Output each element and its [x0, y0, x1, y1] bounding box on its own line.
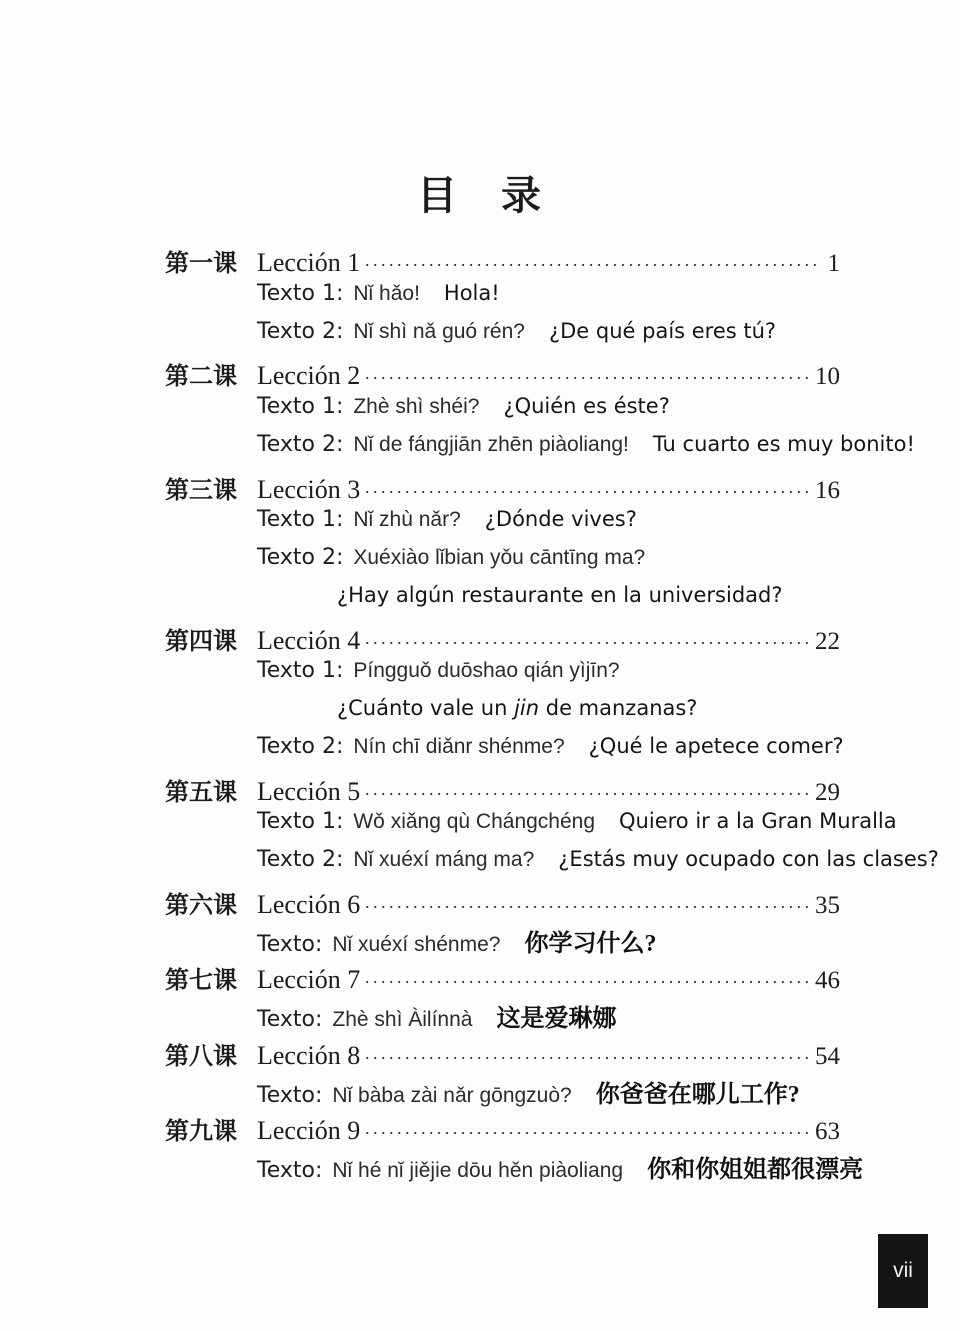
lesson-title: Lección 7 [257, 965, 361, 995]
texto-label: Texto 2: [257, 733, 344, 759]
lesson-number-chinese: 第八课 [165, 1043, 237, 1070]
pinyin-text: Zhè shì Àilínnà [332, 1008, 473, 1031]
page-number: 29 [815, 778, 840, 806]
lesson-title: Lección 3 [257, 474, 361, 504]
toc-lesson-row [165, 356, 840, 394]
toc-lesson-row [165, 960, 840, 998]
pinyin-text: Nǐ zhù nǎr? [353, 508, 461, 532]
texto-label: Texto 1: [257, 658, 344, 684]
pinyin-text: Nǐ xuéxí shénme? [332, 932, 501, 956]
pinyin-text: Píngguǒ duōshao qián yìjīn? [353, 659, 620, 683]
lesson-title: Lección 2 [257, 361, 361, 391]
dot-leader [364, 368, 809, 389]
page-number: 10 [815, 363, 840, 391]
lesson-title: Lección 8 [257, 1040, 361, 1070]
translation-spanish: ¿Dónde vives? [484, 507, 637, 532]
lesson-number-chinese: 第四课 [165, 628, 237, 655]
toc-text-row [165, 847, 939, 885]
texto-label: Texto 2: [257, 847, 344, 872]
translation-spanish: ¿Hay algún restaurante en la universidad? [337, 582, 783, 607]
dot-leader [364, 972, 809, 993]
lesson-number-chinese: 第三课 [165, 477, 237, 504]
translation-spanish: Quiero ir a la Gran Muralla [619, 809, 897, 834]
dot-leader [364, 897, 809, 918]
page-number: 46 [815, 967, 840, 995]
translation-chinese: 你爸爸在哪儿工作? [595, 1081, 800, 1108]
pinyin-text: Nín chī diǎnr shénme? [353, 734, 565, 758]
lesson-number-chinese: 第七课 [165, 968, 237, 995]
toc-lesson-row [165, 243, 840, 281]
toc-text-row [165, 1074, 840, 1112]
page-number: 54 [815, 1042, 840, 1070]
dot-leader [364, 1123, 809, 1144]
translation-chinese: 你和你姐姐都很漂亮 [647, 1157, 864, 1183]
toc-text-row [165, 431, 915, 470]
lesson-title: Lección 5 [257, 776, 361, 806]
toc-text-row [165, 1149, 864, 1187]
lesson-title: Lección 4 [257, 625, 361, 655]
translation-spanish: Hola! [443, 280, 500, 305]
pinyin-text: Nǐ hǎo! [353, 281, 420, 305]
texto-label: Texto 2: [257, 431, 344, 457]
pinyin-text: Nǐ hé nǐ jiějie dōu hěn piàoliang [332, 1159, 624, 1182]
toc-text-row [165, 809, 897, 847]
page-number: 16 [815, 476, 840, 504]
toc-lesson-row [165, 1111, 840, 1149]
page-number: 22 [815, 627, 840, 655]
texto-label: Texto 1: [257, 507, 344, 533]
toc-lesson-row [165, 621, 840, 659]
texto-label: Texto 2: [257, 318, 344, 344]
toc-lesson-row [165, 772, 840, 810]
texto-label: Texto 2: [257, 545, 344, 570]
texto-label: Texto: [257, 1007, 323, 1032]
lesson-title: Lección 9 [257, 1116, 361, 1146]
lesson-title: Lección 1 [257, 248, 361, 277]
texto-label: Texto 1: [257, 809, 344, 835]
toc-text-row [165, 923, 840, 961]
toc-lesson-row [165, 885, 840, 923]
toc-continuation-row [165, 583, 840, 621]
lesson-title: Lección 6 [257, 889, 361, 919]
texto-label: Texto: [257, 1158, 323, 1183]
dot-leader [364, 482, 809, 503]
dot-leader [364, 255, 821, 276]
toc-text-row [165, 394, 840, 432]
toc-lesson-row [165, 1036, 840, 1074]
table-of-contents [165, 243, 939, 1187]
page-folio-box [878, 1234, 928, 1308]
translation-spanish: ¿Quién es éste? [503, 394, 670, 418]
lesson-number-chinese: 第一课 [165, 251, 237, 277]
lesson-number-chinese: 第九课 [165, 1119, 237, 1146]
toc-text-row [165, 658, 840, 696]
lesson-number-chinese: 第二课 [165, 364, 237, 391]
texto-label: Texto: [257, 931, 323, 957]
toc-text-row [165, 281, 840, 319]
page-number: 63 [815, 1118, 840, 1146]
pinyin-text: Nǐ de fángjiān zhēn piàoliang! [353, 432, 629, 456]
texto-label: Texto 1: [257, 394, 344, 419]
toc-text-row [165, 545, 840, 583]
page-number: 35 [815, 891, 840, 919]
translation-spanish: Tu cuarto es muy bonito! [652, 431, 915, 456]
texto-label: Texto 1: [257, 280, 344, 306]
toc-continuation-row [165, 696, 840, 734]
dot-leader [364, 1048, 809, 1069]
translation-chinese: 这是爱琳娜 [496, 1006, 617, 1032]
pinyin-text: Nǐ shì nǎ guó rén? [353, 319, 525, 343]
toc-text-row [165, 733, 844, 772]
translation-spanish: ¿Estás muy ocupado con las clases? [558, 847, 939, 871]
translation-spanish: ¿De qué país eres tú? [548, 318, 777, 343]
toc-text-row [165, 507, 840, 545]
dot-leader [364, 784, 809, 805]
pinyin-text: Nǐ xuéxí máng ma? [353, 848, 535, 871]
lesson-number-chinese: 第五课 [165, 779, 237, 806]
pinyin-text: Wǒ xiǎng qù Chángchéng [353, 810, 596, 834]
translation-spanish: ¿Cuánto vale un jin de manzanas? [337, 696, 698, 720]
page-title: 目 录 [417, 173, 543, 218]
translation-chinese: 你学习什么? [524, 930, 657, 957]
toc-lesson-row [165, 470, 840, 508]
pinyin-text: Nǐ bàba zài nǎr gōngzuò? [332, 1083, 572, 1107]
pinyin-text: Xuéxiào lǐbian yǒu cāntīng ma? [353, 546, 646, 569]
lesson-number-chinese: 第六课 [165, 892, 237, 919]
pinyin-text: Zhè shì shéi? [353, 395, 480, 418]
translation-spanish: ¿Qué le apetece comer? [588, 733, 844, 758]
page-folio-label: vii [893, 1259, 913, 1282]
dot-leader [364, 633, 809, 654]
toc-text-row [165, 319, 840, 357]
page-number: 1 [827, 250, 840, 277]
toc-text-row [165, 998, 840, 1036]
texto-label: Texto: [257, 1082, 323, 1108]
